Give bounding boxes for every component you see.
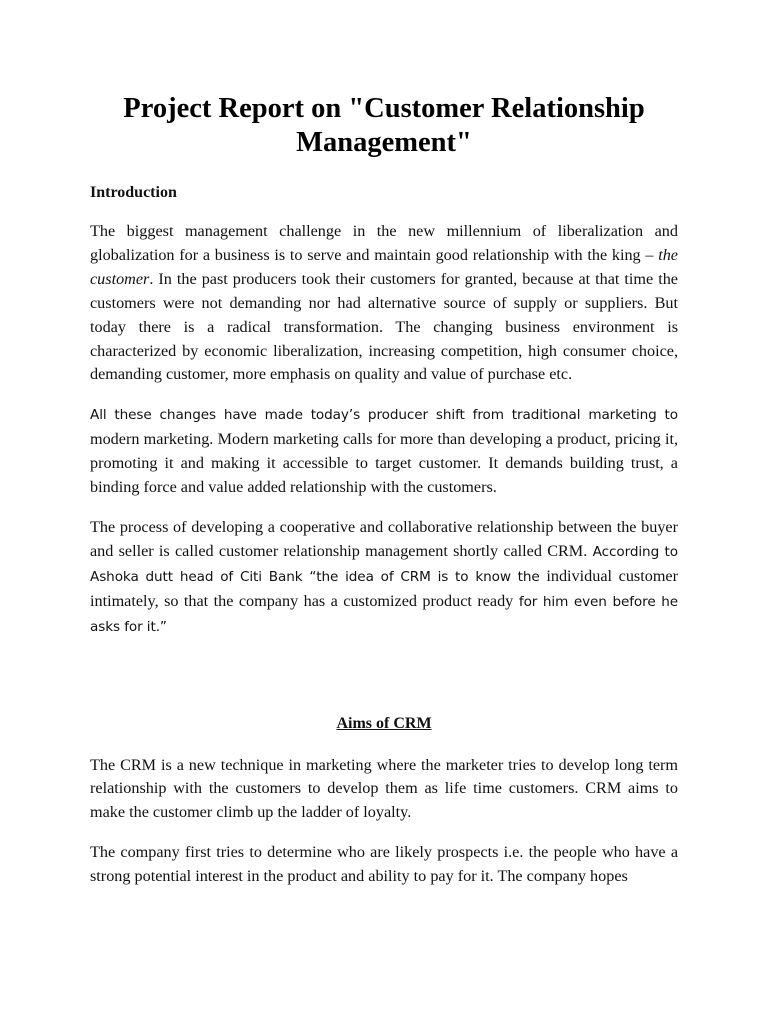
paragraph-text: modern marketing. Modern marketing calls for more than developing a product, pricing it, promoting it and making it accessible to target customer. It demands building trust, a binding force and value added relationship with the customers. [90, 430, 678, 497]
paragraph-text: individual customer intimately, so that the company has a customized product ready [90, 566, 678, 610]
paragraph-text-sans: for him even before he asks for it.” [90, 593, 678, 635]
paragraph-crm-technique: The CRM is a new technique in marketing where the marketer tries to develop long term relationship with the customers to develop them as life time customers. CRM aims to make the customer climb up the ladder of loyalty. [90, 755, 678, 822]
emphasis-text: the customer [90, 245, 678, 288]
paragraph-introduction [90, 220, 678, 387]
introduction-heading: Introduction [90, 184, 177, 201]
paragraph-text: The process of developing a cooperative and collaborative relationship between the buyer and seller is called customer relationship management shortly called CRM. [90, 517, 678, 560]
paragraph-text: The biggest management challenge in the new millennium of liberalization and globalization for a business is to serve and maintain good relationship with the king – [90, 222, 678, 264]
paragraph-modern-marketing [90, 403, 678, 500]
paragraph-prospects: The company first tries to determine who are likely prospects i.e. the people who have a strong potential interest in the product and ability to pay for it. The company hopes [90, 843, 678, 886]
page-title: Project Report on "Customer Relationship Management" [123, 93, 645, 158]
paragraph-crm-definition [90, 516, 678, 640]
paragraph-text-sans: All these changes have made today’s producer shift from traditional marketing to [90, 407, 678, 424]
paragraph-text-sans: According to Ashoka dutt head of Citi Bank “the idea of CRM is to know the [90, 543, 678, 585]
paragraph-text: . In the past producers took their customers for granted, because at that time the customers were not demanding nor had alternative source of supply or suppliers. But today there is a radical transformation. The changing business environment is characterized by economic liberalization, increasing competition, high consumer choice, demanding customer, more emphasis on quality and value of purchase etc. [90, 269, 678, 384]
aims-heading: Aims of CRM [336, 714, 432, 732]
